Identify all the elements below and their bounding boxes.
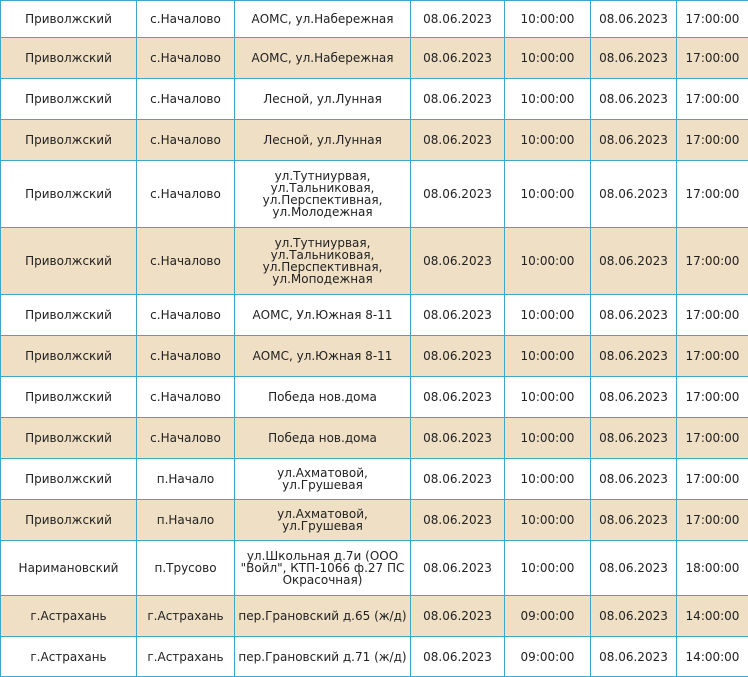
settlement-cell: с.Началово: [137, 418, 235, 459]
table-row: [1, 120, 748, 161]
end-time-cell: 17:00:00: [677, 336, 748, 377]
settlement-cell: с.Началово: [137, 1, 235, 38]
address-line: пер.Грановский д.71 (ж/д): [238, 651, 407, 663]
settlement-cell: с.Началово: [137, 120, 235, 161]
end-time-cell: 17:00:00: [677, 459, 748, 500]
end-time-cell: 17:00:00: [677, 228, 748, 295]
address-cell: [235, 120, 411, 161]
end-time-cell: 17:00:00: [677, 418, 748, 459]
table-row: [1, 541, 748, 596]
district-cell: Наримановский: [1, 541, 137, 596]
settlement-cell: г.Астрахань: [137, 637, 235, 677]
district-cell: Приволжский: [1, 120, 137, 161]
table-row: [1, 637, 748, 677]
address-line: ул.Молодежная: [238, 206, 407, 218]
end-time-cell: 14:00:00: [677, 637, 748, 677]
address-line: Окрасочная): [238, 574, 407, 586]
table-row: [1, 38, 748, 79]
address-cell: [235, 295, 411, 336]
settlement-cell: г.Астрахань: [137, 596, 235, 637]
start-date-cell: 08.06.2023: [411, 228, 505, 295]
table-row: [1, 79, 748, 120]
end-date-cell: 08.06.2023: [591, 418, 677, 459]
start-time-cell: 10:00:00: [505, 228, 591, 295]
address-line: АОМС, ул.Южная 8-11: [238, 350, 407, 362]
end-time-cell: 17:00:00: [677, 500, 748, 541]
district-cell: Приволжский: [1, 295, 137, 336]
end-date-cell: 08.06.2023: [591, 541, 677, 596]
end-date-cell: 08.06.2023: [591, 377, 677, 418]
start-time-cell: 10:00:00: [505, 79, 591, 120]
end-date-cell: 08.06.2023: [591, 228, 677, 295]
start-date-cell: 08.06.2023: [411, 500, 505, 541]
start-date-cell: 08.06.2023: [411, 418, 505, 459]
start-date-cell: 08.06.2023: [411, 596, 505, 637]
address-cell: [235, 377, 411, 418]
start-time-cell: 10:00:00: [505, 500, 591, 541]
end-time-cell: 17:00:00: [677, 377, 748, 418]
address-line: Победа нов.дома: [238, 432, 407, 444]
end-date-cell: 08.06.2023: [591, 295, 677, 336]
address-line: пер.Грановский д.65 (ж/д): [238, 610, 407, 622]
start-time-cell: 09:00:00: [505, 596, 591, 637]
address-line: ул.Перспективная,: [238, 194, 407, 206]
address-cell: [235, 418, 411, 459]
table-row: [1, 377, 748, 418]
address-cell: [235, 79, 411, 120]
table-row: [1, 336, 748, 377]
district-cell: Приволжский: [1, 500, 137, 541]
address-cell: [235, 459, 411, 500]
end-date-cell: 08.06.2023: [591, 500, 677, 541]
end-date-cell: 08.06.2023: [591, 120, 677, 161]
address-cell: [235, 161, 411, 228]
start-time-cell: 10:00:00: [505, 295, 591, 336]
address-cell: [235, 637, 411, 677]
end-date-cell: 08.06.2023: [591, 459, 677, 500]
address-cell: [235, 596, 411, 637]
end-time-cell: 17:00:00: [677, 120, 748, 161]
end-time-cell: 17:00:00: [677, 295, 748, 336]
address-cell: [235, 228, 411, 295]
table-row: [1, 596, 748, 637]
address-line: АОМС, ул.Набережная: [238, 52, 407, 64]
start-date-cell: 08.06.2023: [411, 377, 505, 418]
address-line: ул.Моподежная: [238, 273, 407, 285]
address-cell: [235, 336, 411, 377]
table-row: [1, 228, 748, 295]
district-cell: Приволжский: [1, 1, 137, 38]
settlement-cell: с.Началово: [137, 228, 235, 295]
start-date-cell: 08.06.2023: [411, 161, 505, 228]
end-time-cell: 17:00:00: [677, 38, 748, 79]
start-time-cell: 09:00:00: [505, 637, 591, 677]
table-row: [1, 418, 748, 459]
address-cell: [235, 1, 411, 38]
start-date-cell: 08.06.2023: [411, 38, 505, 79]
settlement-cell: с.Началово: [137, 377, 235, 418]
end-date-cell: 08.06.2023: [591, 38, 677, 79]
address-line: ул.Тальниковая,: [238, 182, 407, 194]
address-line: ул.Ахматовой, ул.Грушевая: [238, 467, 407, 491]
settlement-cell: с.Началово: [137, 295, 235, 336]
address-line: ул.Перспективная,: [238, 261, 407, 273]
settlement-cell: п.Начало: [137, 500, 235, 541]
address-line: Лесной, ул.Лунная: [238, 93, 407, 105]
address-cell: [235, 541, 411, 596]
end-date-cell: 08.06.2023: [591, 79, 677, 120]
start-time-cell: 10:00:00: [505, 377, 591, 418]
table-row: [1, 500, 748, 541]
district-cell: Приволжский: [1, 79, 137, 120]
table-row: [1, 161, 748, 228]
start-time-cell: 10:00:00: [505, 38, 591, 79]
address-cell: [235, 38, 411, 79]
end-time-cell: 17:00:00: [677, 79, 748, 120]
settlement-cell: с.Началово: [137, 161, 235, 228]
address-line: ул.Тутниурвая,: [238, 237, 407, 249]
end-time-cell: 17:00:00: [677, 1, 748, 38]
address-line: АОМС, ул.Набережная: [238, 13, 407, 25]
start-time-cell: 10:00:00: [505, 161, 591, 228]
start-time-cell: 10:00:00: [505, 1, 591, 38]
settlement-cell: с.Началово: [137, 336, 235, 377]
end-time-cell: 18:00:00: [677, 541, 748, 596]
settlement-cell: п.Начало: [137, 459, 235, 500]
address-cell: [235, 500, 411, 541]
start-date-cell: 08.06.2023: [411, 459, 505, 500]
end-date-cell: 08.06.2023: [591, 596, 677, 637]
table-row: [1, 459, 748, 500]
address-line: ул.Тальниковая,: [238, 249, 407, 261]
district-cell: Приволжский: [1, 459, 137, 500]
address-line: АОМС, Ул.Южная 8-11: [238, 309, 407, 321]
district-cell: Приволжский: [1, 418, 137, 459]
start-date-cell: 08.06.2023: [411, 541, 505, 596]
district-cell: Приволжский: [1, 161, 137, 228]
table-row: [1, 295, 748, 336]
settlement-cell: с.Началово: [137, 38, 235, 79]
settlement-cell: п.Трусово: [137, 541, 235, 596]
end-date-cell: 08.06.2023: [591, 161, 677, 228]
end-date-cell: 08.06.2023: [591, 336, 677, 377]
start-time-cell: 10:00:00: [505, 541, 591, 596]
end-date-cell: 08.06.2023: [591, 637, 677, 677]
start-date-cell: 08.06.2023: [411, 120, 505, 161]
end-date-cell: 08.06.2023: [591, 1, 677, 38]
district-cell: Приволжский: [1, 228, 137, 295]
start-date-cell: 08.06.2023: [411, 637, 505, 677]
district-cell: Приволжский: [1, 377, 137, 418]
address-line: ул.Школьная д.7и (ООО: [238, 550, 407, 562]
district-cell: г.Астрахань: [1, 596, 137, 637]
address-line: ул.Тутниурвая,: [238, 170, 407, 182]
start-time-cell: 10:00:00: [505, 336, 591, 377]
start-time-cell: 10:00:00: [505, 418, 591, 459]
table-row: [1, 1, 748, 38]
address-line: Победа нов.дома: [238, 391, 407, 403]
district-cell: г.Астрахань: [1, 637, 137, 677]
district-cell: Приволжский: [1, 336, 137, 377]
address-line: ул.Ахматовой, ул.Грушевая: [238, 508, 407, 532]
start-date-cell: 08.06.2023: [411, 295, 505, 336]
start-date-cell: 08.06.2023: [411, 1, 505, 38]
district-cell: Приволжский: [1, 38, 137, 79]
start-time-cell: 10:00:00: [505, 120, 591, 161]
end-time-cell: 14:00:00: [677, 596, 748, 637]
settlement-cell: с.Началово: [137, 79, 235, 120]
address-line: Лесной, ул.Лунная: [238, 134, 407, 146]
end-time-cell: 17:00:00: [677, 161, 748, 228]
address-line: "Войл", КТП-1066 ф.27 ПС: [238, 562, 407, 574]
start-date-cell: 08.06.2023: [411, 79, 505, 120]
start-time-cell: 10:00:00: [505, 459, 591, 500]
start-date-cell: 08.06.2023: [411, 336, 505, 377]
